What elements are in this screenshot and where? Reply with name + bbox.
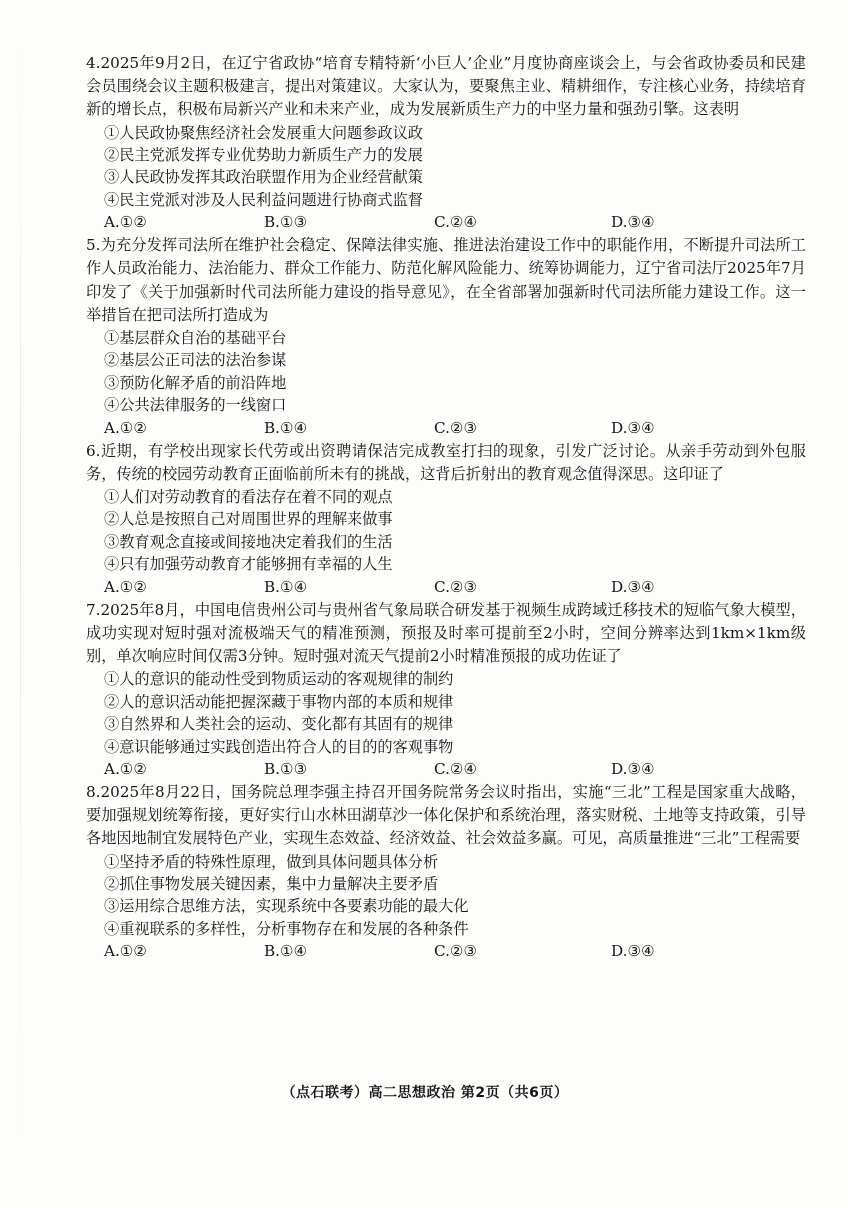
choice-a: A.①② bbox=[104, 577, 148, 596]
option-item: ③自然界和人类社会的运动、变化都有其固有的规律 bbox=[104, 715, 454, 734]
choice-c: C.②③ bbox=[434, 418, 478, 437]
question-stem: 6.近期，有学校出现家长代劳或出资聘请保洁完成教室打扫的现象，引发广泛讨论。从亲手劳动到外包服务，传统的校园劳动教育正面临前所未有的挑战，这背后折射出的教育观念值得深思。这印证了 bbox=[86, 441, 806, 483]
option-item: ④意识能够通过实践创造出符合人的目的的客观事物 bbox=[104, 737, 454, 756]
option-item: ②人的意识活动能把握深藏于事物内部的本质和规律 bbox=[104, 692, 454, 711]
answer-choices bbox=[104, 940, 806, 962]
answer-choices bbox=[104, 576, 806, 598]
option-item: ③人民政协发挥其政治联盟作用为企业经营献策 bbox=[104, 168, 423, 187]
answer-choices bbox=[104, 211, 806, 233]
question-stem: 5.为充分发挥司法所在维护社会稳定、保障法律实施、推进法治建设工作中的职能作用，不断提升司法所工作人员政治能力、法治能力、群众工作能力、防范化解风险能力、统筹协调能力，辽宁省司法厅2025年7月印发了《关于加强新时代司法所能力建设的指导意见》，在全省部署加强新时代司法所能力建设工作。这一举措旨在把司法所打造成为 bbox=[86, 236, 806, 324]
choice-c: C.②④ bbox=[434, 759, 478, 778]
choice-b: B.①③ bbox=[264, 213, 308, 232]
option-item: ①人民政协聚焦经济社会发展重大问题参政议政 bbox=[104, 123, 423, 142]
choice-c: C.②③ bbox=[434, 577, 478, 596]
answer-choices bbox=[104, 417, 806, 439]
question-4 bbox=[86, 52, 806, 233]
option-item: ①坚持矛盾的特殊性原理，做到具体问题具体分析 bbox=[104, 852, 439, 871]
choice-b: B.①③ bbox=[264, 759, 308, 778]
question-5 bbox=[86, 234, 806, 438]
option-item: ③运用综合思维方法，实现系统中各要素功能的最大化 bbox=[104, 897, 469, 916]
option-item: ②民主党派发挥专业优势助力新质生产力的发展 bbox=[104, 146, 423, 165]
option-item: ④民主党派对涉及人民利益问题进行协商式监督 bbox=[104, 190, 423, 209]
choice-a: A.①② bbox=[104, 418, 148, 437]
option-item: ④重视联系的多样性，分析事物存在和发展的各种条件 bbox=[104, 919, 469, 938]
choice-a: A.①② bbox=[104, 759, 148, 778]
choice-d: D.③④ bbox=[611, 759, 655, 778]
option-item: ①人们对劳动教育的看法存在着不同的观点 bbox=[104, 488, 393, 507]
choice-b: B.①④ bbox=[264, 577, 308, 596]
option-item: ④只有加强劳动教育才能够拥有幸福的人生 bbox=[104, 555, 393, 574]
choice-d: D.③④ bbox=[611, 942, 655, 961]
question-6 bbox=[86, 440, 806, 598]
choice-a: A.①② bbox=[104, 942, 148, 961]
option-item: ①基层群众自治的基础平台 bbox=[104, 329, 287, 348]
option-item: ②基层公正司法的法治参谋 bbox=[104, 351, 287, 370]
page-footer: （点石联考）高二思想政治 第2页（共6页） bbox=[281, 1085, 569, 1101]
question-8 bbox=[86, 781, 806, 962]
choice-d: D.③④ bbox=[611, 577, 655, 596]
choice-b: B.①④ bbox=[264, 942, 308, 961]
choice-b: B.①④ bbox=[264, 418, 308, 437]
option-item: ③预防化解矛盾的前沿阵地 bbox=[104, 373, 287, 392]
choice-c: C.②③ bbox=[434, 942, 478, 961]
choice-c: C.②④ bbox=[434, 213, 478, 232]
question-7 bbox=[86, 599, 806, 780]
choice-d: D.③④ bbox=[611, 213, 655, 232]
choice-a: A.①② bbox=[104, 213, 148, 232]
option-item: ①人的意识的能动性受到物质运动的客观规律的制约 bbox=[104, 670, 454, 689]
answer-choices bbox=[104, 758, 806, 780]
question-stem: 7.2025年8月，中国电信贵州公司与贵州省气象局联合研发基于视频生成跨域迁移技术的短临气象大模型，成功实现对短时强对流极端天气的精准预测，预报及时率可提前至2小时，空间分辨率达到1km×1km级别，单次响应时间仅需3分钟。短时强对流天气提前2小时精准预报的成功佐证了 bbox=[86, 600, 806, 666]
question-stem: 8.2025年8月22日，国务院总理李强主持召开国务院常务会议时指出，实施“三北”工程是国家重大战略，要加强规划统筹衔接，更好实行山水林田湖草沙一体化保护和系统治理，落实财税、土地等支持政策，引导各地因地制宜发展特色产业，实现生态效益、经济效益、社会效益多赢。可见，高质量推进“三北”工程需要 bbox=[86, 782, 806, 848]
choice-d: D.③④ bbox=[611, 418, 655, 437]
option-item: ②人总是按照自己对周围世界的理解来做事 bbox=[104, 510, 393, 529]
scan-edge bbox=[20, 0, 21, 1210]
question-stem: 4.2025年9月2日，在辽宁省政协“培育专精特新‘小巨人’企业”月度协商座谈会上，与会省政协委员和民建会员围绕会议主题积极建言，提出对策建议。大家认为，要聚焦主业、精耕细作，专注核心业务，持续培育新的增长点，积极布局新兴产业和未来产业，成为发展新质生产力的中坚力量和强劲引擎。这表明 bbox=[86, 54, 806, 119]
option-item: ②抓住事物发展关键因素，集中力量解决主要矛盾 bbox=[104, 874, 439, 893]
option-item: ③教育观念直接或间接地决定着我们的生活 bbox=[104, 532, 393, 551]
question-list bbox=[86, 52, 806, 963]
option-item: ④公共法律服务的一线窗口 bbox=[104, 396, 287, 415]
